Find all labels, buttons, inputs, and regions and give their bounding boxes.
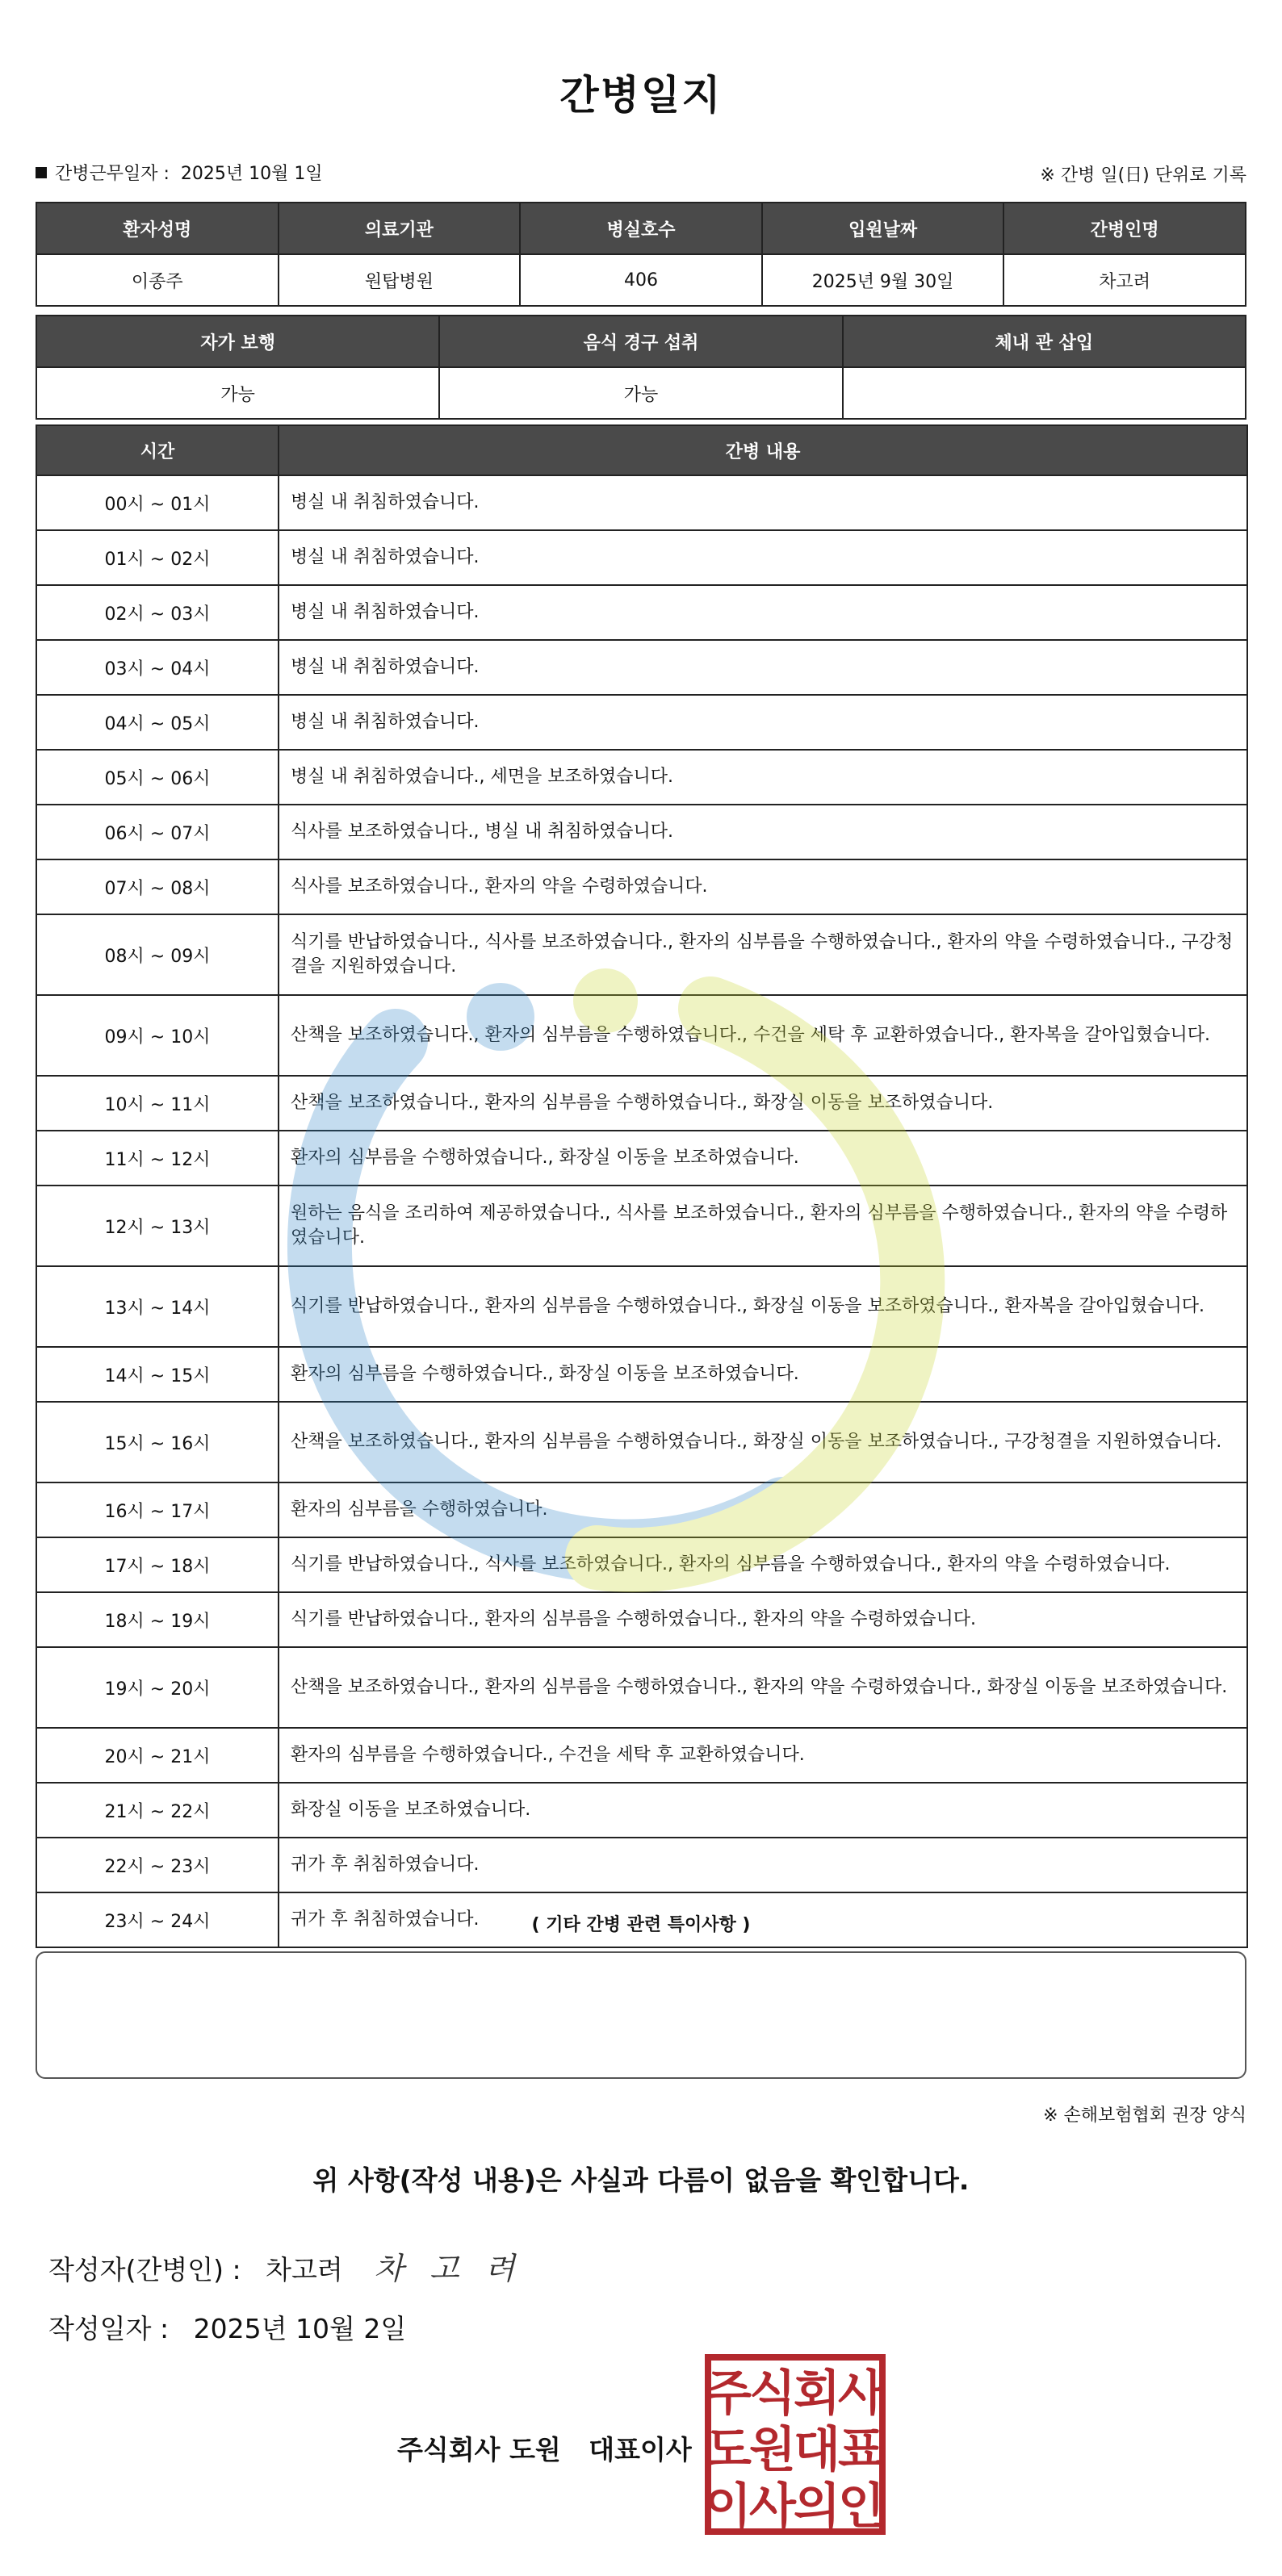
care-log-row (36, 475, 1247, 530)
seal-glyph: 표 (838, 2422, 885, 2478)
care-log-time: 00시 ~ 01시 (36, 475, 279, 530)
work-date-value: 2025년 10월 1일 (180, 164, 323, 184)
condition-header-cell: 체내 관 삽입 (843, 316, 1246, 367)
patient-header-cell: 입원날짜 (762, 203, 1004, 254)
seal-glyph: 인 (838, 2478, 885, 2535)
care-log-time: 16시 ~ 17시 (36, 1482, 279, 1537)
handwritten-signature: 차 고 려 (374, 2251, 523, 2286)
remarks-box (36, 1951, 1246, 2079)
self-walking-value: 가능 (36, 367, 439, 419)
company-seal-stamp (704, 2353, 886, 2536)
care-log-header-row (36, 425, 1247, 475)
time-header: 시간 (36, 425, 279, 475)
written-date-label: 작성일자 : (48, 2313, 170, 2344)
care-log-time: 11시 ~ 12시 (36, 1131, 279, 1186)
care-log-time: 20시 ~ 21시 (36, 1728, 279, 1783)
work-date-label: 간병근무일자 : (55, 164, 170, 184)
care-log-row (36, 995, 1247, 1076)
care-log-row (36, 1266, 1247, 1347)
remarks-title: ( 기타 간병 관련 특이사항 ) (531, 1915, 751, 1935)
caregiver-name: 차고려 (1003, 254, 1246, 306)
patient-header-cell: 환자성명 (36, 203, 279, 254)
care-log-row (36, 1186, 1247, 1266)
seal-glyph: 의 (794, 2478, 840, 2535)
writer-name: 차고려 (266, 2254, 343, 2285)
seal-glyph: 대 (794, 2422, 840, 2478)
care-log-content: 환자의 심부름을 수행하였습니다. (279, 1482, 1247, 1537)
patient-header-cell: 의료기관 (279, 203, 521, 254)
care-log-body (36, 475, 1247, 1947)
care-log-row (36, 914, 1247, 995)
oral-intake-value: 가능 (439, 367, 842, 419)
care-log-content: 산책을 보조하였습니다., 환자의 심부름을 수행하였습니다., 화장실 이동을 보조하였습니다. (279, 1076, 1247, 1131)
care-log-content: 화장실 이동을 보조하였습니다. (279, 1783, 1247, 1838)
document-title: 간병일지 (559, 72, 723, 119)
care-log-time: 12시 ~ 13시 (36, 1186, 279, 1266)
care-log-row (36, 640, 1247, 695)
care-log-content: 귀가 후 취침하였습니다. (279, 1838, 1247, 1892)
care-log-content: 식기를 반납하였습니다., 식사를 보조하였습니다., 환자의 심부름을 수행하였습니다., 환자의 약을 수령하였습니다. (279, 1537, 1247, 1592)
care-log-content: 환자의 심부름을 수행하였습니다., 수건을 세탁 후 교환하였습니다. (279, 1728, 1247, 1783)
condition-header-cell: 자가 보행 (36, 316, 439, 367)
care-log-row (36, 1783, 1247, 1838)
care-log-time: 06시 ~ 07시 (36, 805, 279, 859)
seal-glyph: 식 (749, 2365, 796, 2422)
work-date-line (36, 160, 323, 185)
care-log-content: 병실 내 취침하였습니다. (279, 640, 1247, 695)
condition-header-cell: 음식 경구 섭취 (439, 316, 842, 367)
condition-header-row (36, 316, 1246, 367)
care-log-time: 05시 ~ 06시 (36, 750, 279, 805)
care-log-time: 03시 ~ 04시 (36, 640, 279, 695)
care-log-row (36, 1482, 1247, 1537)
care-log-time: 19시 ~ 20시 (36, 1647, 279, 1728)
care-log-time: 13시 ~ 14시 (36, 1266, 279, 1347)
care-log-content: 산책을 보조하였습니다., 환자의 심부름을 수행하였습니다., 수건을 세탁 후 교환하였습니다., 환자복을 갈아입혔습니다. (279, 995, 1247, 1076)
seal-glyph: 원 (749, 2422, 796, 2478)
care-log-row (36, 1347, 1247, 1402)
written-date-value: 2025년 10월 2일 (193, 2313, 407, 2344)
care-log-time: 23시 ~ 24시 (36, 1892, 279, 1947)
care-log-content: 환자의 심부름을 수행하였습니다., 화장실 이동을 보조하였습니다. (279, 1347, 1247, 1402)
seal-glyph: 회 (794, 2365, 840, 2422)
care-log-content: 환자의 심부름을 수행하였습니다., 화장실 이동을 보조하였습니다. (279, 1131, 1247, 1186)
care-log-row (36, 750, 1247, 805)
care-log-content: 산책을 보조하였습니다., 환자의 심부름을 수행하였습니다., 화장실 이동을 보조하였습니다., 구강청결을 지원하였습니다. (279, 1402, 1247, 1482)
care-log-time: 21시 ~ 22시 (36, 1783, 279, 1838)
condition-value-row (36, 367, 1246, 419)
care-log-row (36, 530, 1247, 585)
writer-label: 작성자(간병인) : (48, 2254, 241, 2285)
care-log-time: 09시 ~ 10시 (36, 995, 279, 1076)
care-log-row (36, 1838, 1247, 1892)
care-log-time: 15시 ~ 16시 (36, 1402, 279, 1482)
care-log-content: 식사를 보조하였습니다., 병실 내 취침하였습니다. (279, 805, 1247, 859)
care-log-row (36, 695, 1247, 750)
care-log-content: 원하는 음식을 조리하여 제공하였습니다., 식사를 보조하였습니다., 환자의 심부름을 수행하였습니다., 환자의 약을 수령하였습니다. (279, 1186, 1247, 1266)
hospital-name: 원탑병원 (279, 254, 521, 306)
care-log-row (36, 1647, 1247, 1728)
care-log-time: 17시 ~ 18시 (36, 1537, 279, 1592)
condition-table (36, 315, 1246, 420)
seal-glyph: 사 (749, 2478, 796, 2535)
care-log-content: 병실 내 취침하였습니다. (279, 475, 1247, 530)
care-log-row (36, 1728, 1247, 1783)
patient-header-cell: 병실호수 (520, 203, 762, 254)
care-log-time: 04시 ~ 05시 (36, 695, 279, 750)
care-log-row (36, 859, 1247, 914)
patient-header-row (36, 203, 1246, 254)
care-log-row (36, 585, 1247, 640)
care-log-content: 병실 내 취침하였습니다., 세면을 보조하였습니다. (279, 750, 1247, 805)
care-log-content: 식기를 반납하였습니다., 식사를 보조하였습니다., 환자의 심부름을 수행하였습니다., 환자의 약을 수령하였습니다., 구강청결을 지원하였습니다. (279, 914, 1247, 995)
care-log-time: 18시 ~ 19시 (36, 1592, 279, 1647)
care-log-row (36, 1402, 1247, 1482)
care-log-row (36, 1592, 1247, 1647)
care-log-time: 14시 ~ 15시 (36, 1347, 279, 1402)
written-date-line (48, 2308, 406, 2346)
room-number: 406 (520, 254, 762, 306)
care-log-content: 병실 내 취침하였습니다. (279, 530, 1247, 585)
seal-glyph: 도 (705, 2422, 752, 2478)
care-log-row (36, 1076, 1247, 1131)
tube-insertion-value (843, 367, 1246, 419)
care-log-time: 08시 ~ 09시 (36, 914, 279, 995)
care-log-row (36, 805, 1247, 859)
patient-value-row (36, 254, 1246, 306)
seal-glyph: 사 (838, 2365, 885, 2422)
company-representative: 주식회사 도원 대표이사 (397, 2434, 692, 2465)
care-log-row (36, 1131, 1247, 1186)
care-log-content: 병실 내 취침하였습니다. (279, 695, 1247, 750)
record-unit-note: ※ 간병 일(日) 단위로 기록 (1040, 165, 1246, 186)
patient-info-table (36, 202, 1246, 307)
admission-date: 2025년 9월 30일 (762, 254, 1004, 306)
care-log-content: 병실 내 취침하였습니다. (279, 585, 1247, 640)
care-log-time: 07시 ~ 08시 (36, 859, 279, 914)
care-log-time: 22시 ~ 23시 (36, 1838, 279, 1892)
patient-name: 이종주 (36, 254, 279, 306)
care-log-content: 식사를 보조하였습니다., 환자의 약을 수령하였습니다. (279, 859, 1247, 914)
care-log-time: 02시 ~ 03시 (36, 585, 279, 640)
care-log-content: 식기를 반납하였습니다., 환자의 심부름을 수행하였습니다., 환자의 약을 수령하였습니다. (279, 1592, 1247, 1647)
content-header: 간병 내용 (279, 425, 1247, 475)
writer-line (48, 2244, 523, 2288)
care-log-content: 귀가 후 취침하였습니다. (279, 1892, 1247, 1947)
form-source-note: ※ 손해보험협회 권장 양식 (1043, 2106, 1246, 2126)
care-log-time: 10시 ~ 11시 (36, 1076, 279, 1131)
care-log-row (36, 1537, 1247, 1592)
care-log-content: 식기를 반납하였습니다., 환자의 심부름을 수행하였습니다., 화장실 이동을 보조하였습니다., 환자복을 갈아입혔습니다. (279, 1266, 1247, 1347)
care-log-content: 산책을 보조하였습니다., 환자의 심부름을 수행하였습니다., 환자의 약을 수령하였습니다., 화장실 이동을 보조하였습니다. (279, 1647, 1247, 1728)
seal-glyph: 이 (705, 2478, 752, 2535)
patient-header-cell: 간병인명 (1003, 203, 1246, 254)
care-log-time: 01시 ~ 02시 (36, 530, 279, 585)
confirmation-statement: 위 사항(작성 내용)은 사실과 다름이 없음을 확인합니다. (312, 2164, 970, 2196)
square-bullet-icon (36, 167, 47, 178)
care-log-table (36, 424, 1248, 1948)
seal-glyph: 주 (705, 2365, 752, 2422)
